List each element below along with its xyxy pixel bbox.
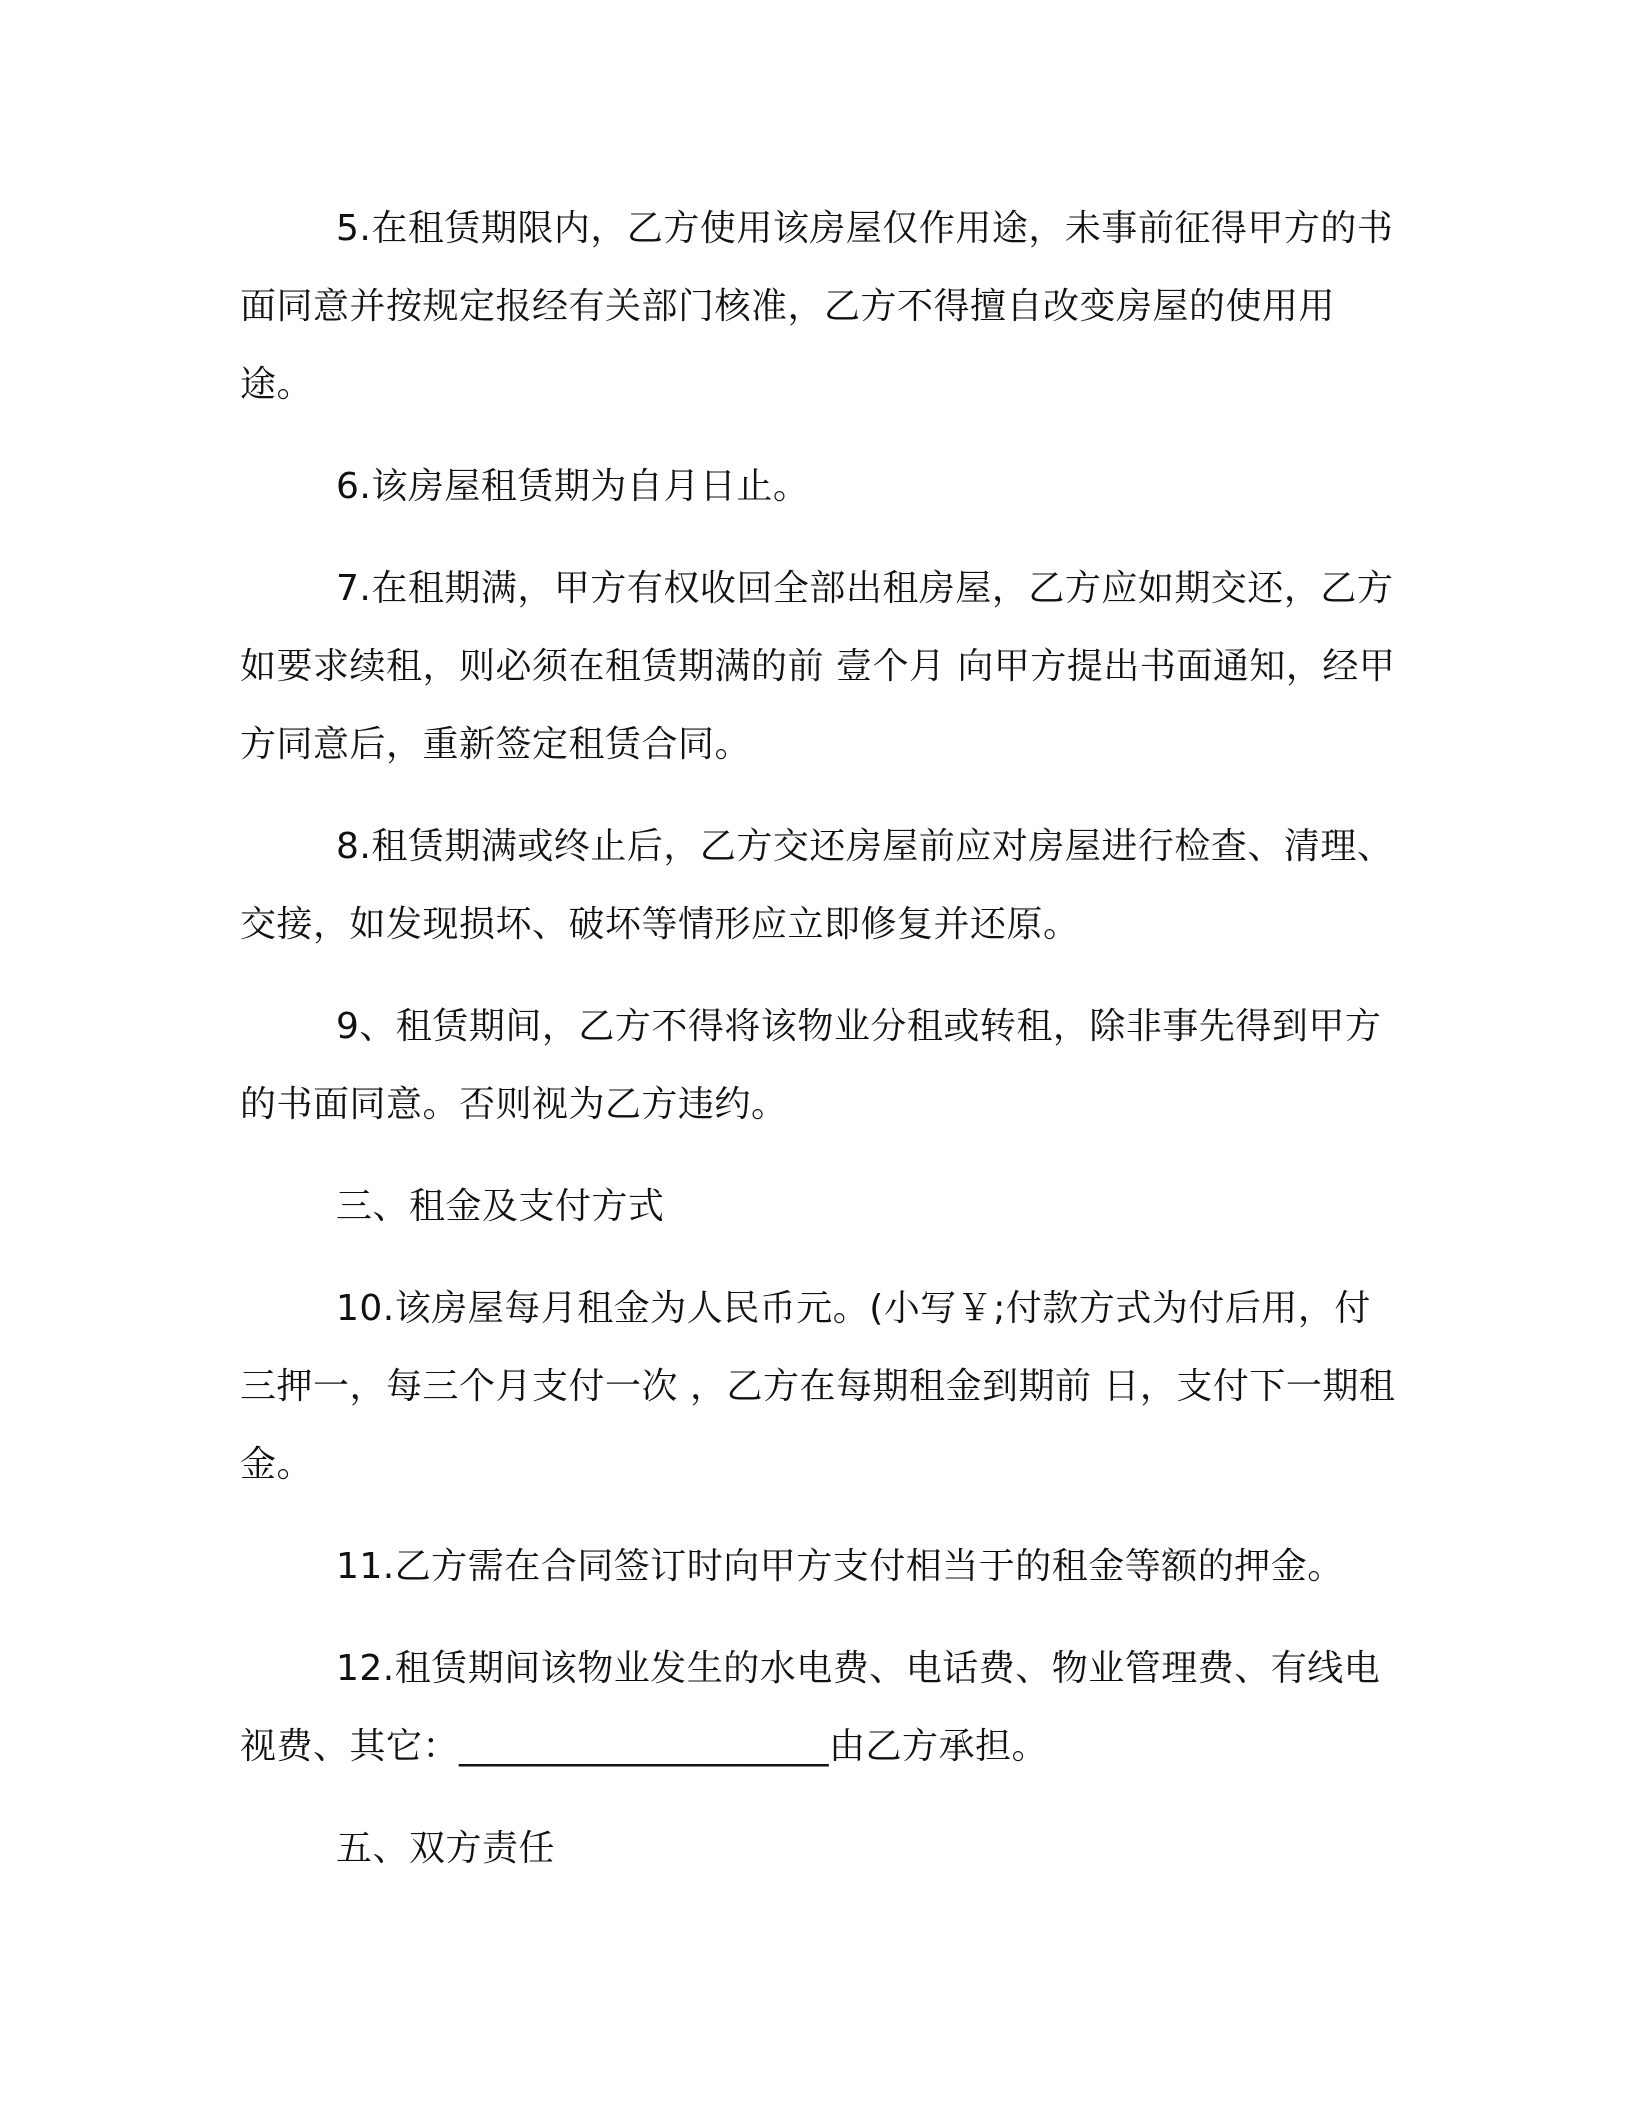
clause-6: 6.该房屋租赁期为自月日止。 [336, 466, 810, 507]
clause-5: 5.在租赁期限内，乙方使用该房屋仅作用途，未事前征得甲方的书面同意并按规定报经有关部门核准，乙方不得擅自改变房屋的使用用途。 [240, 208, 1394, 405]
clause-10: 10.该房屋每月租金为人民币元。(小写￥;付款方式为付后用，付三押一，每三个月支付一次 ，乙方在每期租金到期前 日，支付下一期租金。 [240, 1288, 1396, 1485]
section-heading-responsibilities: 五、双方责任 [336, 1828, 556, 1869]
clause-12: 12.租赁期间该物业发生的水电费、电话费、物业管理费、有线电视费、其它：____________________由乙方承担。 [240, 1648, 1381, 1767]
document-body [240, 190, 1400, 1912]
clause-8: 8.租赁期满或终止后，乙方交还房屋前应对房屋进行检查、清理、交接，如发现损坏、破坏等情形应立即修复并还原。 [240, 826, 1394, 945]
clause-9: 9、租赁期间，乙方不得将该物业分租或转租，除非事先得到甲方的书面同意。否则视为乙方违约。 [240, 1006, 1382, 1125]
clause-7: 7.在租期满，甲方有权收回全部出租房屋，乙方应如期交还，乙方如要求续租，则必须在租赁期满的前 壹个月 向甲方提出书面通知，经甲方同意后，重新签定租赁合同。 [240, 568, 1396, 765]
clause-11: 11.乙方需在合同签订时向甲方支付相当于的租金等额的押金。 [336, 1546, 1344, 1587]
section-heading-rent: 三、租金及支付方式 [336, 1186, 665, 1227]
